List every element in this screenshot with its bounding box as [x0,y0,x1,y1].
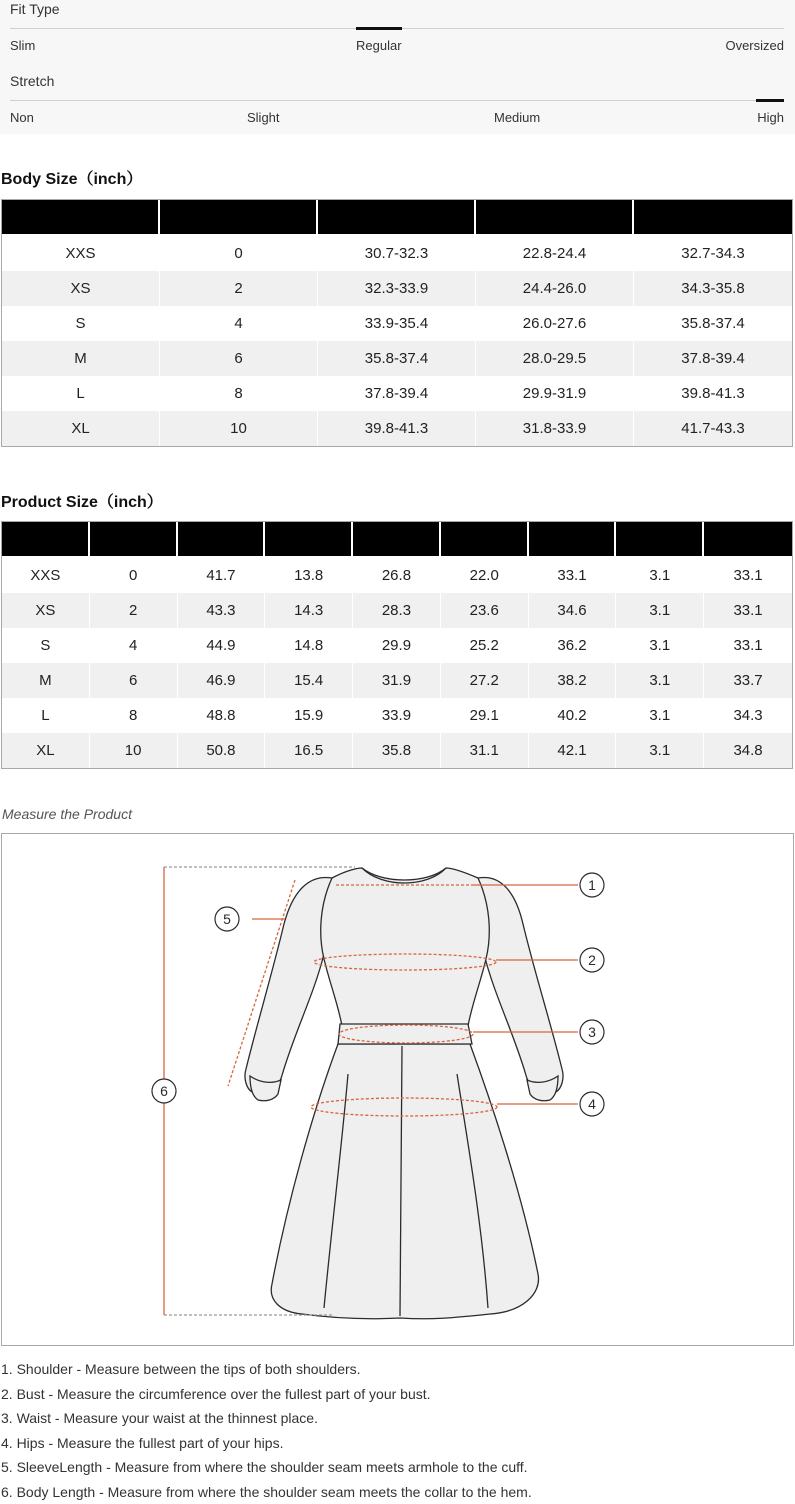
table-cell: 43.3 [178,593,266,628]
column-header [529,522,617,558]
table-cell: 3.1 [616,593,704,628]
marker-2-label: 2 [588,952,596,968]
table-cell: 34.3-35.8 [634,271,792,306]
table-cell: 27.2 [441,663,529,698]
table-cell: 46.9 [178,663,266,698]
note-body-length: 6. Body Length - Measure from where the shoulder seam meets the collar to the hem. [1,1480,532,1504]
table-cell: 34.3 [704,698,792,733]
table-cell: M [2,663,90,698]
table-cell: 4 [90,628,178,663]
table-cell: 50.8 [178,733,266,768]
table-cell: 38.2 [529,663,617,698]
table-cell: L [2,376,160,411]
table-cell: 0 [160,236,318,271]
marker-1-label: 1 [588,877,596,893]
stretch-label-medium: Medium [494,110,540,125]
table-cell: 6 [90,663,178,698]
marker-6-label: 6 [160,1083,168,1099]
table-cell: 3.1 [616,733,704,768]
dress-drawing [245,868,563,1319]
table-cell: 29.9-31.9 [476,376,634,411]
left-sleeve [245,877,332,1092]
table-cell: 26.8 [353,558,441,593]
table-cell: XXS [2,558,90,593]
table-cell: 25.2 [441,628,529,663]
table-cell: 14.3 [265,593,353,628]
table-cell: 33.1 [529,558,617,593]
dress-illustration [2,834,793,1345]
table-cell: 3.1 [616,628,704,663]
table-row [2,698,792,733]
table-cell: S [2,306,160,341]
column-header [2,200,160,236]
table-cell: 0 [90,558,178,593]
marker-4 [580,1092,604,1116]
table-cell: 13.8 [265,558,353,593]
table-cell: 32.3-33.9 [318,271,476,306]
table-cell: 10 [160,411,318,446]
note-bust: 2. Bust - Measure the circumference over the fullest part of your bust. [1,1382,532,1407]
table-cell: 37.8-39.4 [634,341,792,376]
right-sleeve [478,877,563,1092]
table-cell: 28.0-29.5 [476,341,634,376]
stretch-label-non: Non [10,110,34,125]
table-cell: 26.0-27.6 [476,306,634,341]
table-cell: 29.9 [353,628,441,663]
marker-3-label: 3 [588,1024,596,1040]
column-header [178,522,266,558]
table-cell: 34.8 [704,733,792,768]
marker-5 [215,907,239,931]
table-cell: XS [2,271,160,306]
table-row [2,663,792,698]
measure-diagram [1,833,794,1346]
table-cell: 39.8-41.3 [318,411,476,446]
note-waist: 3. Waist - Measure your waist at the thinnest place. [1,1406,532,1431]
table-row [2,733,792,768]
measure-notes [1,1357,532,1504]
table-cell: 33.1 [704,558,792,593]
column-header [441,522,529,558]
marker-1 [580,873,604,897]
table-cell: 41.7 [178,558,266,593]
table-cell: 23.6 [441,593,529,628]
table-cell: 6 [160,341,318,376]
product-size-title: Product Size（inch） [1,489,163,512]
table-cell: 22.8-24.4 [476,236,634,271]
table-row [2,271,792,306]
product-size-table [1,521,793,769]
table-header-row [2,522,792,558]
marker-2 [580,948,604,972]
fit-panel [0,0,795,134]
marker-3 [580,1020,604,1044]
table-cell: 33.1 [704,628,792,663]
table-cell: 44.9 [178,628,266,663]
table-cell: 2 [160,271,318,306]
note-sleeve-length: 5. SleeveLength - Measure from where the shoulder seam meets armhole to the cuff. [1,1455,532,1480]
table-cell: L [2,698,90,733]
table-cell: 14.8 [265,628,353,663]
column-header [704,522,792,558]
marker-5-label: 5 [223,911,231,927]
column-header [616,522,704,558]
stretch-label-high: High [757,110,784,125]
table-cell: 28.3 [353,593,441,628]
table-cell: 24.4-26.0 [476,271,634,306]
stretch-label-slight: Slight [247,110,280,125]
table-cell: 41.7-43.3 [634,411,792,446]
table-cell: XS [2,593,90,628]
table-cell: 34.6 [529,593,617,628]
table-cell: 35.8-37.4 [634,306,792,341]
table-cell: 8 [90,698,178,733]
table-cell: 22.0 [441,558,529,593]
stretch-track [10,100,784,101]
stretch-title: Stretch [10,73,54,89]
column-header [160,200,318,236]
table-cell: 3.1 [616,558,704,593]
table-cell: 31.9 [353,663,441,698]
table-cell: XXS [2,236,160,271]
note-shoulder: 1. Shoulder - Measure between the tips of both shoulders. [1,1357,532,1382]
fit-label-regular: Regular [356,38,402,53]
fit-label-slim: Slim [10,38,35,53]
table-cell: 29.1 [441,698,529,733]
table-cell: 2 [90,593,178,628]
table-cell: 16.5 [265,733,353,768]
table-row [2,558,792,593]
table-cell: S [2,628,90,663]
table-cell: 15.9 [265,698,353,733]
table-cell: 35.8 [353,733,441,768]
table-cell: 30.7-32.3 [318,236,476,271]
table-row [2,593,792,628]
column-header [90,522,178,558]
table-cell: 31.8-33.9 [476,411,634,446]
bodice [321,868,490,1026]
table-cell: 15.4 [265,663,353,698]
table-row [2,341,792,376]
column-header [2,522,90,558]
stretch-selected-marker [756,99,784,102]
fit-type-title: Fit Type [10,1,60,17]
table-header-row [2,200,792,236]
table-cell: 40.2 [529,698,617,733]
fit-type-selected-marker [356,27,402,30]
table-cell: 33.1 [704,593,792,628]
table-row [2,411,792,446]
skirt [271,1044,538,1319]
column-header [476,200,634,236]
table-cell: 4 [160,306,318,341]
fit-label-oversized: Oversized [725,38,784,53]
table-cell: 33.7 [704,663,792,698]
column-header [265,522,353,558]
table-cell: 33.9-35.4 [318,306,476,341]
body-size-title: Body Size（inch） [1,166,142,189]
column-header [353,522,441,558]
column-header [318,200,476,236]
measure-caption: Measure the Product [2,806,132,822]
marker-6 [152,1079,176,1103]
table-cell: 35.8-37.4 [318,341,476,376]
table-cell: M [2,341,160,376]
table-cell: 3.1 [616,698,704,733]
note-hips: 4. Hips - Measure the fullest part of your hips. [1,1431,532,1456]
table-cell: 32.7-34.3 [634,236,792,271]
table-row [2,236,792,271]
table-cell: 10 [90,733,178,768]
table-cell: 42.1 [529,733,617,768]
marker-4-label: 4 [588,1096,596,1112]
table-row [2,628,792,663]
table-row [2,376,792,411]
table-row [2,306,792,341]
table-cell: 39.8-41.3 [634,376,792,411]
column-header [634,200,792,236]
body-size-table [1,199,793,447]
table-cell: XL [2,733,90,768]
table-cell: 31.1 [441,733,529,768]
table-cell: XL [2,411,160,446]
table-cell: 8 [160,376,318,411]
table-cell: 48.8 [178,698,266,733]
table-cell: 36.2 [529,628,617,663]
table-cell: 33.9 [353,698,441,733]
table-cell: 37.8-39.4 [318,376,476,411]
table-cell: 3.1 [616,663,704,698]
